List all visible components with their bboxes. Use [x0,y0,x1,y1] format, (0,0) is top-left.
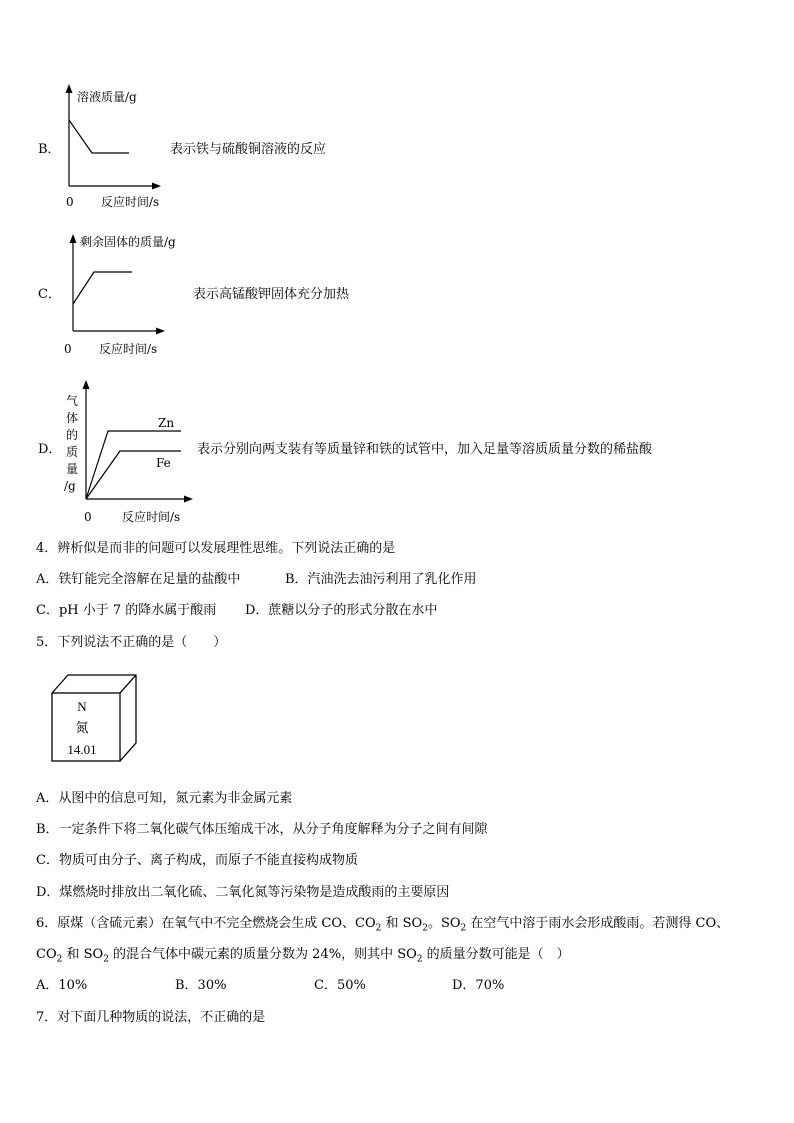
option-b-x-label: 反应时间/s [101,195,160,209]
q6-stem-line-1: 6．原煤（含硫元素）在氧气中不完全燃烧会生成 CO、$CO_2$ 和 $SO_2$。$SO_2$ 在空气中溶于雨水会形成酸雨。若测得 CO、 [36,916,730,934]
q5-option-c: C．物质可由分子、离子构成，而原子不能直接构成物质 [36,853,358,868]
q4-option-c: C．pH 小于 7 的降水属于酸雨 [36,603,217,618]
option-d-origin: 0 [84,510,92,524]
option-d-y-char-6: /g [64,479,76,493]
q4-stem: 4．辨析似是而非的问题可以发展理性思维。下列说法正确的是 [36,541,396,556]
option-b-letter: B． [38,142,61,157]
q6-stem-line-2: $CO_2$ 和 $SO_2$ 的混合气体中碳元素的质量分数为 24%，则其中 $SO_2$ 的质量分数可能是（ ） [36,947,570,965]
q5-option-a: A．从图中的信息可知，氮元素为非金属元素 [36,791,293,806]
element-atomic-mass: 14.01 [67,742,97,757]
option-c-y-label: 剩余固体的质量/g [80,235,176,249]
element-card-nitrogen [46,673,142,765]
option-d-y-char-3: 的 [66,428,79,442]
q4-option-b: B．汽油洗去油污利用了乳化作用 [285,572,477,587]
option-d-x-label: 反应时间/s [122,510,181,524]
q6-option-d: D．70% [452,978,505,993]
option-c-letter: C． [38,287,61,302]
element-name: 氮 [75,720,89,735]
option-b-caption: 表示铁与硫酸铜溶液的反应 [170,142,327,157]
q7-stem: 7．对下面几种物质的说法，不正确的是 [36,1010,266,1025]
element-symbol: N [77,699,87,714]
option-d-series-fe: Fe [156,456,171,470]
option-c-caption: 表示高锰酸钾固体充分加热 [193,287,350,302]
option-d-x-arrow [184,496,193,503]
option-c-origin: 0 [64,342,72,356]
option-c-x-label: 反应时间/s [99,342,158,356]
q6-option-c: C．50% [314,978,366,993]
option-d-caption: 表示分别向两支装有等质量锌和铁的试管中，加入足量等溶质质量分数的稀盐酸 [197,442,653,457]
q4-option-d: D．蔗糖以分子的形式分散在水中 [245,603,438,618]
option-d-y-char-4: 质 [66,445,79,459]
option-d-series-zn: Zn [158,416,175,430]
option-d-y-char-2: 体 [66,411,79,425]
q6-option-b: B．30% [175,978,227,993]
q6-option-a: A．10% [36,978,88,993]
q5-option-b: B．一定条件下将二氧化碳气体压缩成干冰，从分子角度解释为分子之间有间隙 [36,822,488,837]
option-d-y-arrow [83,380,90,389]
option-b-origin: 0 [66,195,74,209]
option-d-y-char-5: 量 [66,462,79,476]
option-b-y-label: 溶液质量/g [77,90,137,104]
q5-stem: 5．下列说法不正确的是（ ） [36,635,227,650]
q4-option-a: A．铁钉能完全溶解在足量的盐酸中 [36,572,241,587]
option-d-y-char-1: 气 [66,394,79,408]
option-d-letter: D． [38,442,62,457]
q5-option-d: D．煤燃烧时排放出二氧化硫、二氧化氮等污染物是造成酸雨的主要原因 [36,885,450,900]
